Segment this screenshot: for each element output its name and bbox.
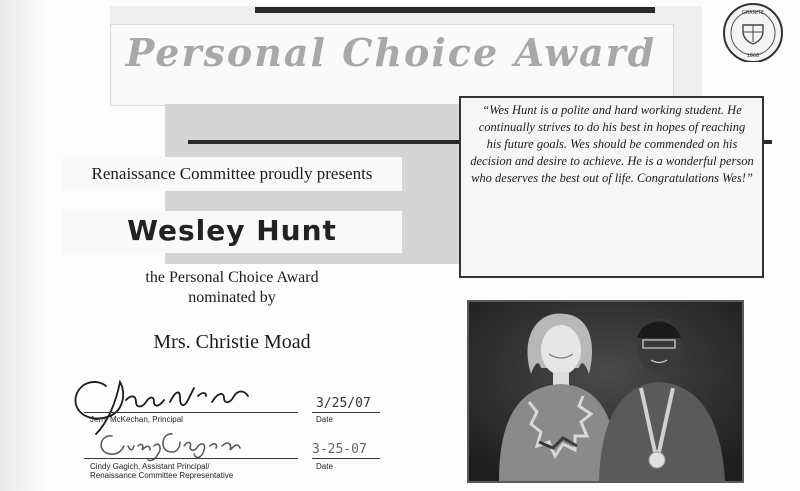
certificate-title: Personal Choice Award [125,30,657,75]
award-line-2: nominated by [188,289,276,306]
assistant-principal-signature [92,428,252,462]
principal-date-value: 3/25/07 [316,396,371,411]
award-line-1: the Personal Choice Award [145,269,319,286]
principal-date-label: Date [316,415,333,424]
school-seal-icon [710,2,796,62]
recipient-name: Wesley Hunt [127,214,337,247]
award-lines [62,268,402,308]
seal-name: GRANITE [742,10,764,16]
principal-signature-line [84,412,298,413]
assistant-date-value: 3-25-07 [312,442,367,457]
nominator-name: Mrs. Christie Moad [153,331,311,353]
seal-year: 1868 [746,53,760,59]
assistant-date-line [312,458,380,459]
scan-edge-shadow [0,0,52,491]
assistant-date-label: Date [316,462,333,471]
presenter-line: Renaissance Committee proudly presents [91,164,373,183]
award-photo [467,300,744,483]
assistant-label-1: Cindy Gagich, Assistant Principal/ [90,462,210,471]
assistant-label-2: Renaissance Committee Representative [90,471,234,480]
assistant-signature-line [84,458,298,459]
principal-label: Jerry McKechan, Principal [90,415,183,424]
nomination-quote: “Wes Hunt is a polite and hard working student. He continually strives to do his best in hopes of reaching his future goals. Wes should be commended on his decision and desire to achieve. He is a wonderful person who deserves the best out of life. Congratulations Wes!” [470,103,754,185]
top-rule [255,7,655,13]
principal-date-line [312,412,380,413]
award-photo-icon [469,302,742,481]
